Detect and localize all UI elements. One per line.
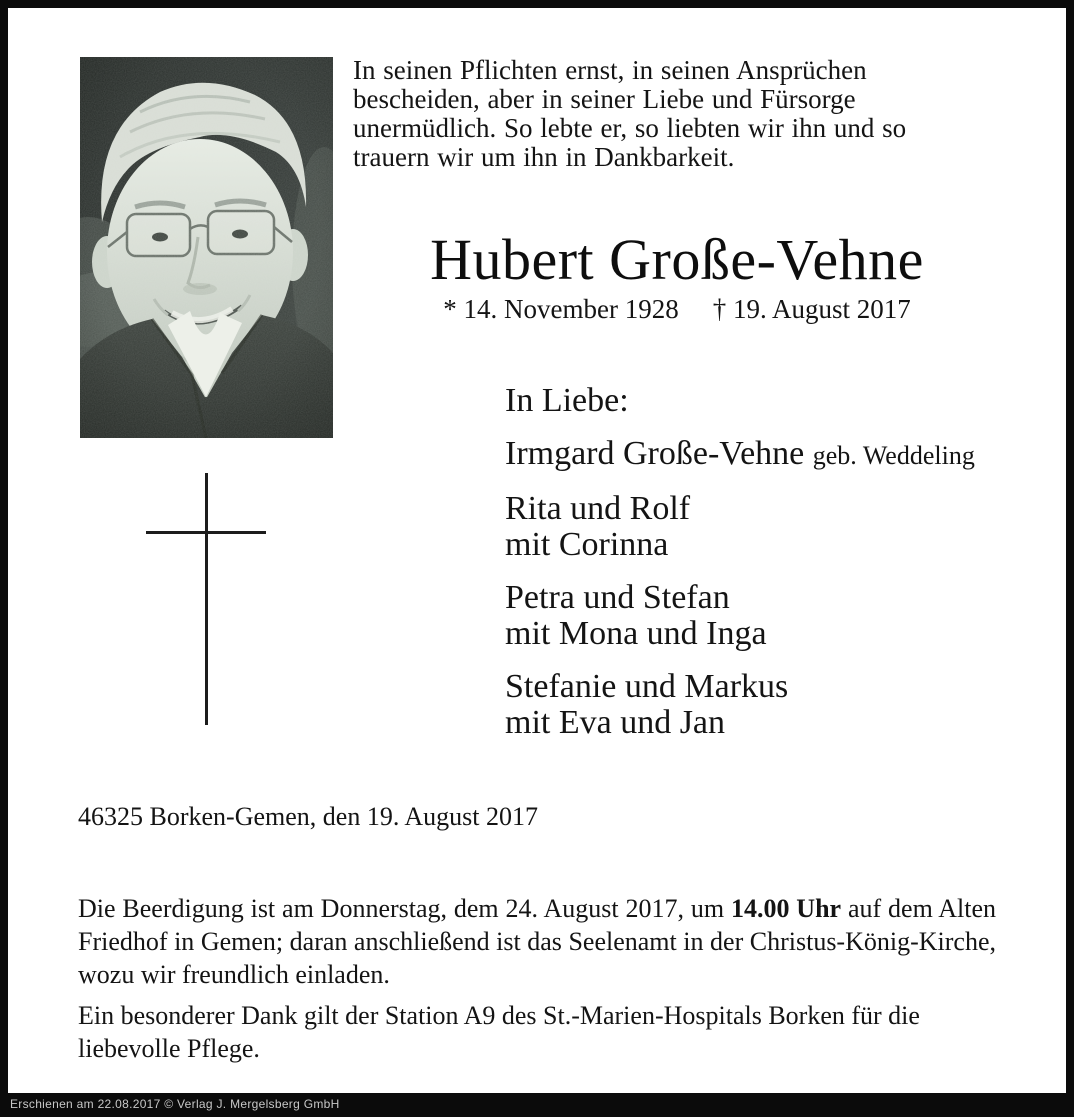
mourner-group [505,436,975,474]
mourner-group [505,669,975,741]
place-date-line: 46325 Borken-Gemen, den 19. August 2017 [78,802,539,831]
funeral-time: 14.00 Uhr [730,894,842,923]
mourner-line: mit Mona und Inga [505,615,767,652]
mourner-line: mit Eva und Jan [505,704,726,741]
deceased-name: Hubert Große-Vehne [430,227,924,292]
funeral-text-before: Die Beerdigung ist am Donnerstag, dem 24. August 2017, um [78,894,731,923]
cross-horizontal-bar [146,531,266,534]
spouse-name: Irmgard Große-Vehne [505,435,805,472]
cross-vertical-bar [205,473,208,725]
death-date: † 19. August 2017 [712,294,911,324]
life-dates [348,294,1006,324]
deceased-name-block [348,227,1006,324]
funeral-text-after: auf dem Alten Friedhof in Gemen; daran anschließend ist das Seelenamt in der Christus-König-Kirche, wozu wir freundlich einladen. [78,894,997,989]
mourner-group [505,580,975,652]
paper [8,8,1066,1093]
mourner-group [505,491,975,563]
epitaph-text: In seinen Pflichten ernst, in seinen Ansprüchen bescheiden, aber in seiner Liebe und Fürsorge unermüdlich. So lebte er, so liebten wir ihn und so trauern wir um ihn in Dankbarkeit. [353,55,907,172]
portrait-photo [80,57,333,438]
birth-date: * 14. November 1928 [443,294,679,324]
mourner-line: Rita und Rolf [505,490,691,527]
maiden-name: geb. Weddeling [812,441,975,470]
mourner-line: mit Corinna [505,526,669,563]
funeral-notice [78,892,996,991]
publisher-credit: Erschienen am 22.08.2017 © Verlag J. Mergelsberg GmbH [10,1097,340,1111]
mourner-line: Petra und Stefan [505,579,730,616]
mourners-intro: In Liebe: [505,382,629,419]
thanks-note: Ein besonderer Dank gilt der Station A9 des St.-Marien-Hospitals Borken für die liebevolle Pflege. [78,1001,920,1063]
portrait-photo-illustration [80,57,333,438]
mourners-list [505,383,975,741]
mourner-line: Stefanie und Markus [505,668,789,705]
